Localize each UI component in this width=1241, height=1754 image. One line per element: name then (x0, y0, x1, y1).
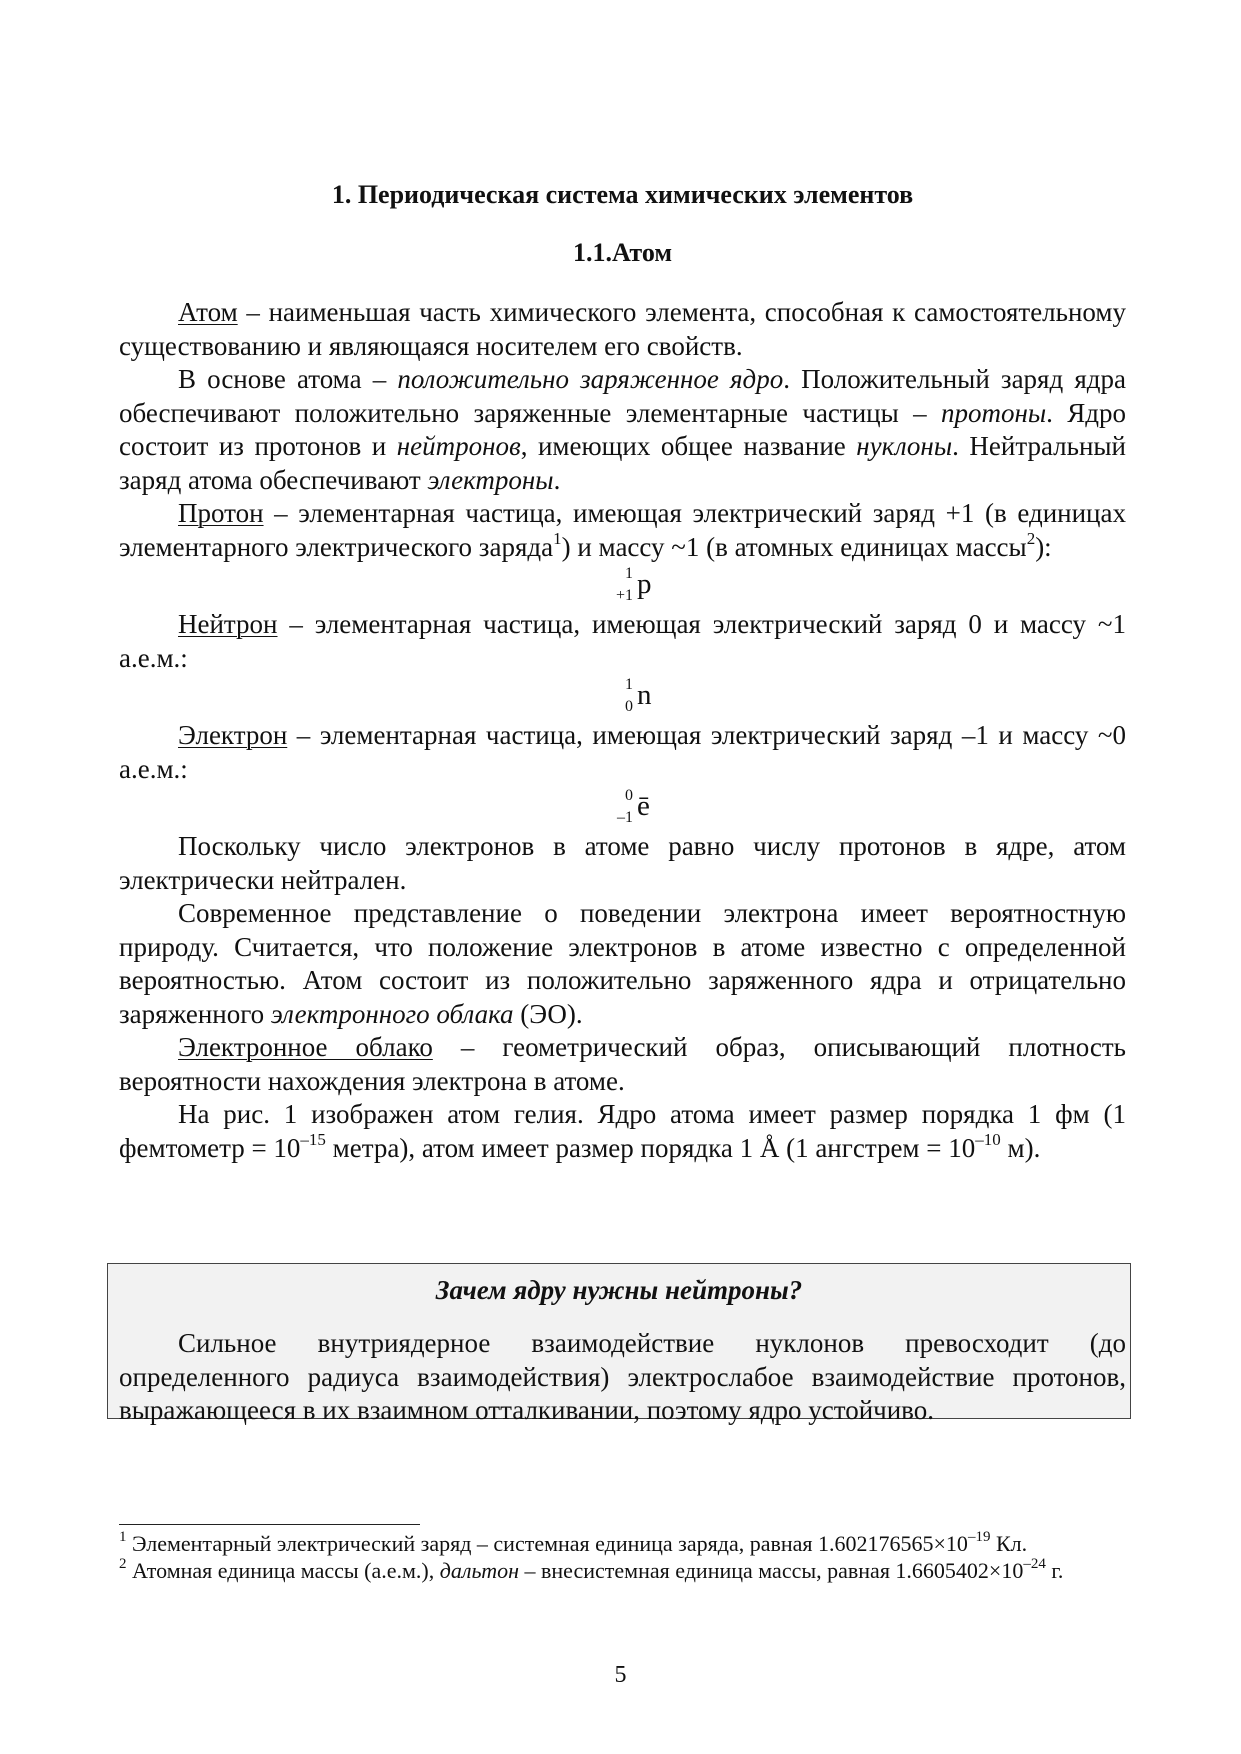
text: . Положительный заряд ядра обеспечивают положительно заряженные элементарные частицы – (119, 364, 1126, 428)
nuclide-electron (119, 786, 1126, 830)
footnote-ref-2[interactable]: 2 (1026, 528, 1036, 548)
nuclide-notation (605, 675, 675, 719)
page-number: 5 (614, 1662, 627, 1688)
charge-number: +1 (615, 587, 633, 604)
footnotes (119, 1530, 1126, 1584)
footnote-number: 1 (119, 1529, 127, 1545)
section-title: 1.1.Атом (572, 238, 673, 267)
text: На рис. 1 изображен атом гелия. Ядро атома имеет размер порядка 1 фм (1 фемтометр = 10 (119, 1099, 1126, 1163)
text: ): (1035, 531, 1052, 562)
italic-term: нуклоны (856, 431, 953, 461)
text: В основе атома – (178, 364, 398, 394)
italic-term: нейтронов (396, 431, 521, 461)
paragraph-proton (119, 497, 1126, 564)
italic-term: дальтон (439, 1558, 520, 1583)
italic-term: электронного облака (270, 998, 514, 1029)
term-atom: Атом (178, 297, 238, 327)
italic-term: электроны (427, 464, 554, 495)
footnote-ref-1[interactable]: 1 (553, 528, 562, 548)
text: – элементарная частица, имеющая электрический заряд +1 (в единицах элементарного электрического заряда (119, 498, 1126, 562)
term-proton: Протон (178, 498, 264, 528)
text: . Ядро состоит из протонов и (119, 397, 1127, 461)
text: Атомная единица массы (а.е.м.), (126, 1558, 440, 1583)
mass-number: 0 (625, 787, 633, 804)
paragraph-electron (119, 719, 1126, 786)
paragraph-neutron (119, 608, 1126, 675)
paragraph-neutral-atom: Поскольку число электронов в атоме равно числу протонов в ядре, атом электрически нейтрален. (119, 831, 1126, 895)
nuclide-notation (605, 564, 675, 608)
mass-number: 1 (625, 676, 633, 693)
paragraph-electron-cloud (119, 1031, 1126, 1098)
paragraph-atom-definition (119, 296, 1126, 363)
footnote-2 (119, 1557, 1126, 1584)
text: – элементарная частица, имеющая электрический заряд –1 и массу ~0 а.е.м.: (119, 720, 1126, 784)
mass-number: 1 (625, 565, 633, 582)
exponent: –10 (975, 1129, 1001, 1149)
particle-symbol: p (637, 568, 652, 600)
nuclide-notation (605, 786, 675, 830)
nuclide-proton (119, 564, 1126, 608)
text: ) и массу ~1 (в атомных единицах массы (561, 531, 1027, 562)
text: Элементарный электрический заряд – системная единица заряда, равная 1.602176565×10 (126, 1531, 968, 1556)
callout-title: Зачем ядру нужны нейтроны? (435, 1275, 803, 1305)
text: . (553, 464, 561, 495)
exponent: –24 (1023, 1556, 1046, 1572)
text: . Нейтральный заряд атома обеспечивают (119, 431, 1126, 495)
body-text (119, 296, 1126, 1165)
term-electron-cloud: Электронное облако (178, 1032, 433, 1062)
paragraph-modern-view (119, 897, 1126, 1031)
callout-text: Сильное внутриядерное взаимодействие нуклонов превосходит (до определенного радиуса взаимодействия) электрослабое взаимодействие протонов, выражающееся в их взаимном отталкивании, поэтому ядро устойчиво. (119, 1328, 1126, 1425)
particle-symbol: n (637, 679, 652, 711)
charge-number: –1 (617, 809, 633, 826)
text: г. (1045, 1558, 1064, 1583)
text: – геометрический образ, описывающий плотность вероятности нахождения электрона в атоме. (119, 1032, 1126, 1096)
exponent: –15 (300, 1129, 326, 1149)
text: – внесистемная единица массы, равная 1.6605402×10 (519, 1558, 1024, 1583)
text: (ЭО). (513, 998, 583, 1029)
footnote-number: 2 (119, 1556, 127, 1572)
text: , имеющих общее название (520, 431, 857, 461)
italic-term: протоны (940, 397, 1047, 428)
charge-number: 0 (625, 698, 633, 715)
text: Кл. (990, 1531, 1028, 1556)
italic-term: положительно заряженное ядро (397, 364, 784, 394)
term-electron: Электрон (178, 720, 288, 750)
term-neutron: Нейтрон (178, 609, 278, 639)
paragraph-figure-ref (119, 1098, 1126, 1165)
nuclide-neutron (119, 675, 1126, 719)
text: Современное представление о поведении электрона имеет вероятностную природу. Считается, что положение электронов в атоме известно с определенной вероятностью. Атом состоит из положительно заряженного ядра и отрицательно заряженного (119, 898, 1126, 1029)
text: – элементарная частица, имеющая электрический заряд 0 и массу ~1 а.е.м.: (119, 609, 1126, 673)
footnote-1 (119, 1530, 1126, 1557)
footnote-separator (119, 1524, 420, 1525)
text: – наименьшая часть химического элемента, способная к самостоятельному существованию и являющаяся носителем его свойств. (119, 297, 1126, 361)
exponent: –19 (967, 1529, 991, 1545)
text: метра), атом имеет размер порядка 1 Å (1 ангстрем = 10 (325, 1132, 976, 1163)
text: м). (1000, 1132, 1041, 1163)
paragraph-nucleus (119, 363, 1126, 497)
particle-symbol: ē (637, 790, 650, 822)
callout-box (107, 1263, 1131, 1425)
chapter-title: 1. Периодическая система химических элементов (331, 180, 914, 209)
